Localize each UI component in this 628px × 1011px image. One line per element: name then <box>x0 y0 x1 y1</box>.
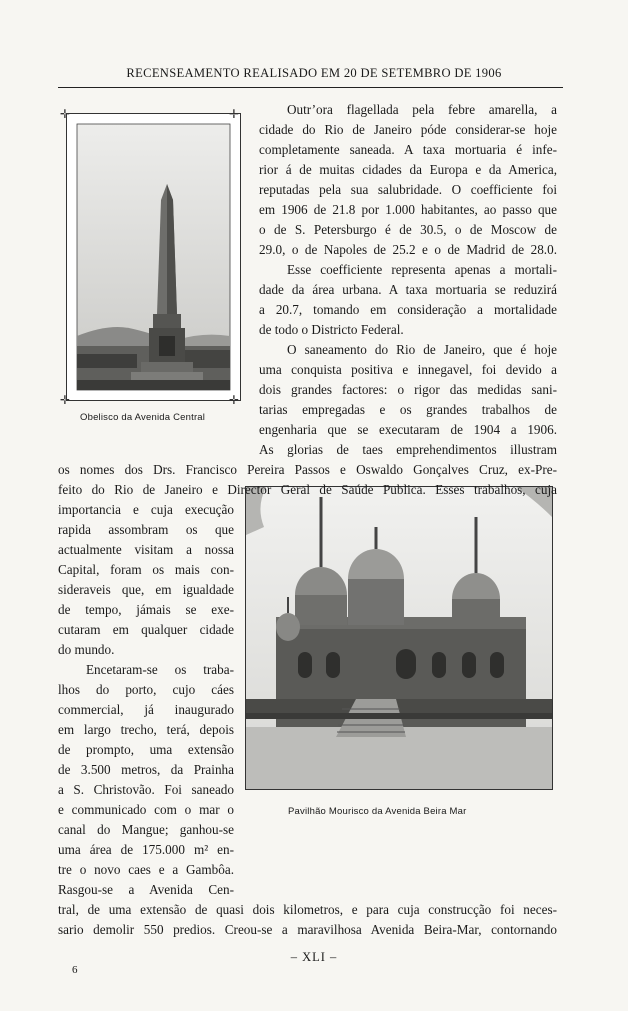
body-text-line: Capital, foram os mais con- <box>58 562 234 577</box>
body-text-line: feito do Rio de Janeiro e Director Geral de Saúde Publica. Esses trabalhos, cuja <box>58 482 557 497</box>
body-text-line: reputadas pela sua salubridade. O coefficiente foi <box>259 182 557 197</box>
body-text-line: dois grandes factores: o rigor das medidas sani- <box>259 382 557 397</box>
signature-mark: 6 <box>72 964 78 976</box>
body-text-line: rapida assombram os que <box>58 522 234 537</box>
body-text-line: canal do Mangue; ganhou-se <box>58 822 234 837</box>
body-text-line: engenharia que se executaram de 1904 a 1906. <box>259 422 557 437</box>
body-text-line: sideraveis que, em igualdade <box>58 582 234 597</box>
body-text-line: em 1906 de 21.8 por 1.000 habitantes, ao passo que <box>259 202 557 217</box>
obelisk-caption: Obelisco da Avenida Central <box>80 412 206 423</box>
body-text-line: lhos do porto, cujo cáes <box>58 682 234 697</box>
body-text-line: e communicado com o mar o <box>58 802 234 817</box>
corner-ornament-icon: ✛ <box>60 393 71 407</box>
body-text-line: As glorias de taes emprehendimentos illustram <box>259 442 557 457</box>
pavilion-caption: Pavilhão Mourisco da Avenida Beira Mar <box>288 806 467 817</box>
body-text-line: O saneamento do Rio de Janeiro, que é hoje <box>287 342 557 357</box>
body-text-line: cidade do Rio de Janeiro póde considerar-se hoje <box>259 122 557 137</box>
body-text-line: de tempo, jámais se exe- <box>58 602 234 617</box>
corner-ornament-icon: ✛ <box>229 107 240 121</box>
body-text-line: em largo trecho, terá, depois <box>58 722 234 737</box>
body-text-line: Encetaram-se os traba- <box>86 662 234 677</box>
body-text-line: tral, de uma extensão de quasi dois kilometros, e para cuja construcção foi neces- <box>58 902 557 917</box>
body-text-line: Outr’ora flagellada pela febre amarella, a <box>287 102 557 117</box>
page-number: – XLI – <box>290 950 338 964</box>
body-text-line: do mundo. <box>58 642 115 657</box>
body-text-line: de todo o Districto Federal. <box>259 322 404 337</box>
body-text-line: uma conquista positiva e innegavel, foi devido a <box>259 362 557 377</box>
body-text-line: a 20.7, tomando em consideração a mortalidade <box>259 302 557 317</box>
body-text-line: rior á de muitas cidades da Europa e da America, <box>259 162 557 177</box>
body-text-line: a S. Christovão. Foi saneado <box>58 782 234 797</box>
body-text-line: Esse coefficiente representa apenas a mortali- <box>287 262 557 277</box>
body-text-line: sario demolir 550 predios. Creou-se a maravilhosa Avenida Beira-Mar, contornando <box>58 922 557 937</box>
body-text-line: completamente saneada. A taxa mortuaria é infe- <box>259 142 557 157</box>
body-text-line: de prompto, uma extensão <box>58 742 234 757</box>
body-text-line: tre o novo caes e a Gambôa. <box>58 862 234 877</box>
running-title: RECENSEAMENTO REALISADO EM 20 DE SETEMBRO DE 1906 <box>126 66 502 80</box>
corner-ornament-icon: ✛ <box>60 107 71 121</box>
header-rule <box>58 87 563 88</box>
body-text-line: tarias empregadas e os grandes trabalhos de <box>259 402 557 417</box>
body-text-line: actualmente visitam a nossa <box>58 542 234 557</box>
body-text-line: commercial, já inaugurado <box>58 702 234 717</box>
pavilion-photo <box>245 486 553 790</box>
body-text-line: dade da área urbana. A taxa mortuaria se reduzirá <box>259 282 557 297</box>
body-text-line: os nomes dos Drs. Francisco Pereira Passos e Oswaldo Gonçalves Cruz, ex-Pre- <box>58 462 557 477</box>
body-text-line: uma área de 175.000 m² en- <box>58 842 234 857</box>
body-text-line: importancia e cuja execução <box>58 502 234 517</box>
body-text-line: cutaram em qualquer cidade <box>58 622 234 637</box>
body-text-line: o de S. Petersburgo é de 30.5, o de Moscow de <box>259 222 557 237</box>
corner-ornament-icon: ✛ <box>229 393 240 407</box>
body-text-line: Rasgou-se a Avenida Cen- <box>58 882 234 897</box>
body-text-line: de 3.500 metros, da Prainha <box>58 762 234 777</box>
obelisk-photo <box>66 113 241 401</box>
body-text-line: 29.0, o de Napoles de 25.2 e o de Madrid de 28.0. <box>259 242 557 257</box>
